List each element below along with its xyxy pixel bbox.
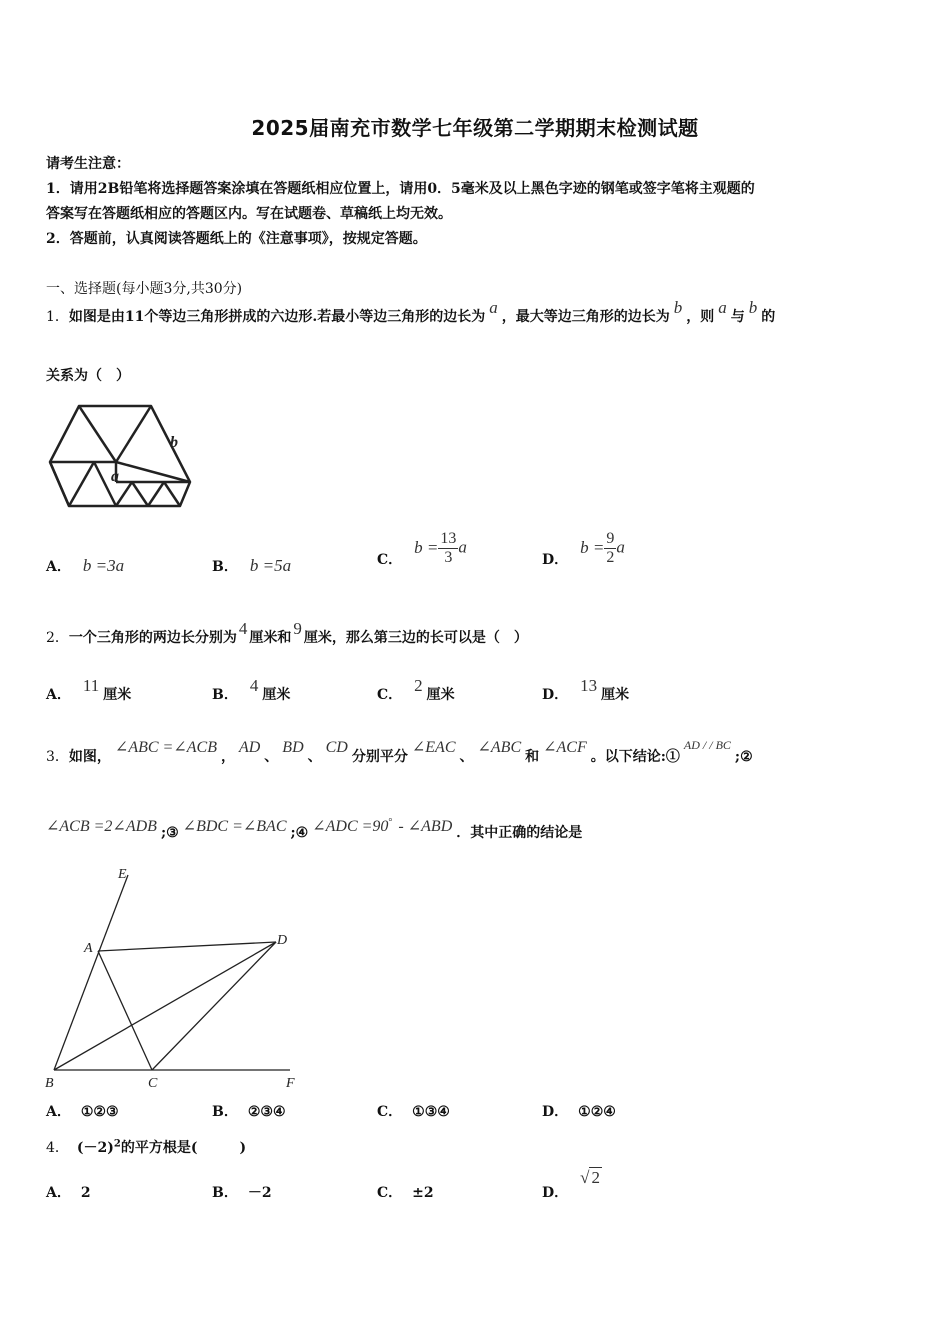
sqrt-symbol: √: [580, 1168, 590, 1187]
point-label-c: C: [148, 1076, 158, 1091]
point-label-a: A: [84, 941, 93, 956]
question-1-figure: [44, 400, 204, 512]
q4-option-a[interactable]: A． 2: [46, 1185, 91, 1201]
question-4-text: 4． $(-2)^2$的平方根是( ): [46, 1138, 247, 1156]
q2-option-b[interactable]: B． 4 厘米: [212, 676, 291, 703]
q2-option-d[interactable]: D． 13 厘米: [542, 676, 630, 703]
notice-line-2: 答案写在答题纸相应的答题区内。写在试题卷、草稿纸上均无效。: [46, 206, 452, 222]
question-1-text-cont: 关系为（ ）: [46, 368, 130, 384]
question-3-text: 3．如图，∠ABC =∠ACB，AD、BD、CD分别平分∠EAC、∠ABC和∠ACF。以下结论:①AD / / BC;②: [46, 738, 753, 765]
q3-option-b[interactable]: B． ②③④: [212, 1104, 286, 1120]
q3-option-d[interactable]: D． ①②④: [542, 1104, 616, 1120]
q4-option-b[interactable]: B． －2: [212, 1185, 272, 1201]
figure-label-a: a: [111, 468, 119, 485]
question-2-text: 2．一个三角形的两边长分别为 4 厘米和 9 厘米，那么第三边的长可以是（ ）: [46, 619, 528, 646]
q2-option-c[interactable]: C． 2 厘米: [377, 676, 455, 703]
q1-option-d[interactable]: D．b = $\frac{9}{2}$ a: [542, 530, 625, 568]
question-3-figure: [40, 860, 310, 1092]
q4-option-d[interactable]: D．√ 2: [542, 1168, 600, 1201]
page-title: 2025届南充市数学七年级第二学期期末检测试题: [251, 116, 699, 140]
q1-option-a[interactable]: A． b =3a: [46, 556, 125, 575]
point-label-b: B: [45, 1076, 54, 1091]
q3-option-c[interactable]: C． ①③④: [377, 1104, 450, 1120]
point-label-f: F: [286, 1076, 295, 1091]
question-1-text: 1．如图是由11个等边三角形拼成的六边形.若最小等边三角形的边长为 a ，最大等边三角形的边长为 b ，则 a 与 b 的: [46, 298, 776, 325]
point-label-e: E: [118, 867, 127, 882]
notice-line-1: 1．请用2B铅笔将选择题答案涂填在答题纸相应位置上，请用0．5毫米及以上黑色字迹的钢笔或签字笔将主观题的: [46, 181, 755, 197]
q4-option-c[interactable]: C． ±2: [377, 1185, 434, 1201]
q1-option-b[interactable]: B． b =5a: [212, 556, 292, 575]
question-3-text-cont: ∠ACB =2∠ADB ;③ ∠BDC =∠BAC ;④ ∠ADC =90° - ∠ABD ．其中正确的结论是: [46, 817, 583, 841]
section-heading: 一、选择题(每小题3分,共30分): [46, 281, 243, 297]
q3-option-a[interactable]: A． ①②③: [46, 1104, 119, 1120]
notice-heading: 请考生注意：: [46, 156, 130, 172]
point-label-d: D: [277, 933, 288, 948]
notice-line-3: 2．答题前，认真阅读答题纸上的《注意事项》，按规定答题。: [46, 231, 427, 247]
q1-option-c[interactable]: C．b = $\frac{13}{3}$ a: [377, 530, 467, 568]
q2-option-a[interactable]: A． 11 厘米: [46, 676, 132, 703]
figure-label-b: b: [170, 434, 178, 451]
